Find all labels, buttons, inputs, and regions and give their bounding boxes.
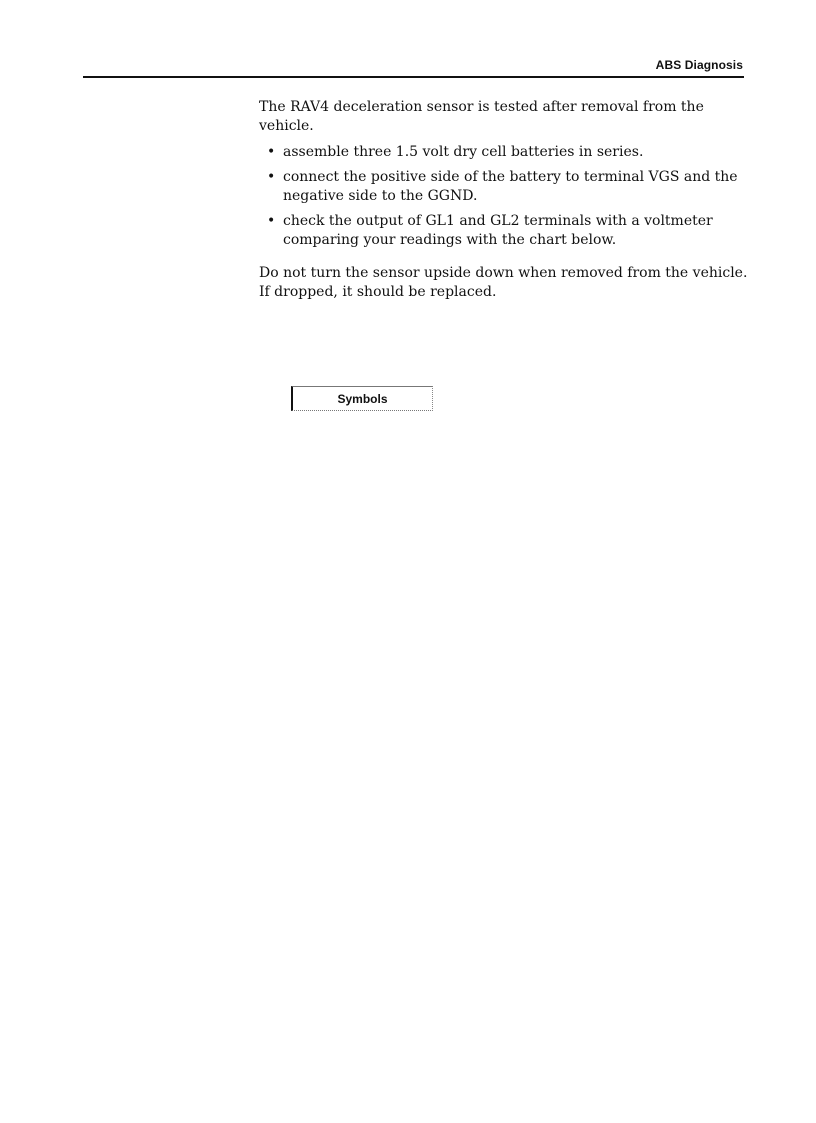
list-item-text: assemble three 1.5 volt dry cell batteries in series. [283, 144, 644, 160]
bullet-icon: • [267, 213, 276, 229]
body-text [259, 98, 759, 302]
list-item-text: connect the positive side of the battery to terminal VGS and the negative side to the GGND. [283, 169, 738, 204]
bullet-icon: • [267, 144, 276, 160]
bullet-icon: • [267, 169, 276, 185]
list-item-text: check the output of GL1 and GL2 terminals with a voltmeter comparing your readings with the chart below. [283, 213, 713, 248]
running-header: ABS Diagnosis [655, 58, 743, 72]
list-item [259, 168, 759, 206]
warning-note: Do not turn the sensor upside down when removed from the vehicle. If dropped, it should be replaced. [259, 265, 748, 300]
intro-paragraph: The RAV4 deceleration sensor is tested after removal from the vehicle. [259, 99, 704, 134]
list-item [259, 143, 759, 162]
header-rule [83, 76, 744, 78]
list-item [259, 212, 759, 250]
instruction-list [259, 143, 759, 250]
symbols-table-header: Symbols [291, 386, 433, 411]
